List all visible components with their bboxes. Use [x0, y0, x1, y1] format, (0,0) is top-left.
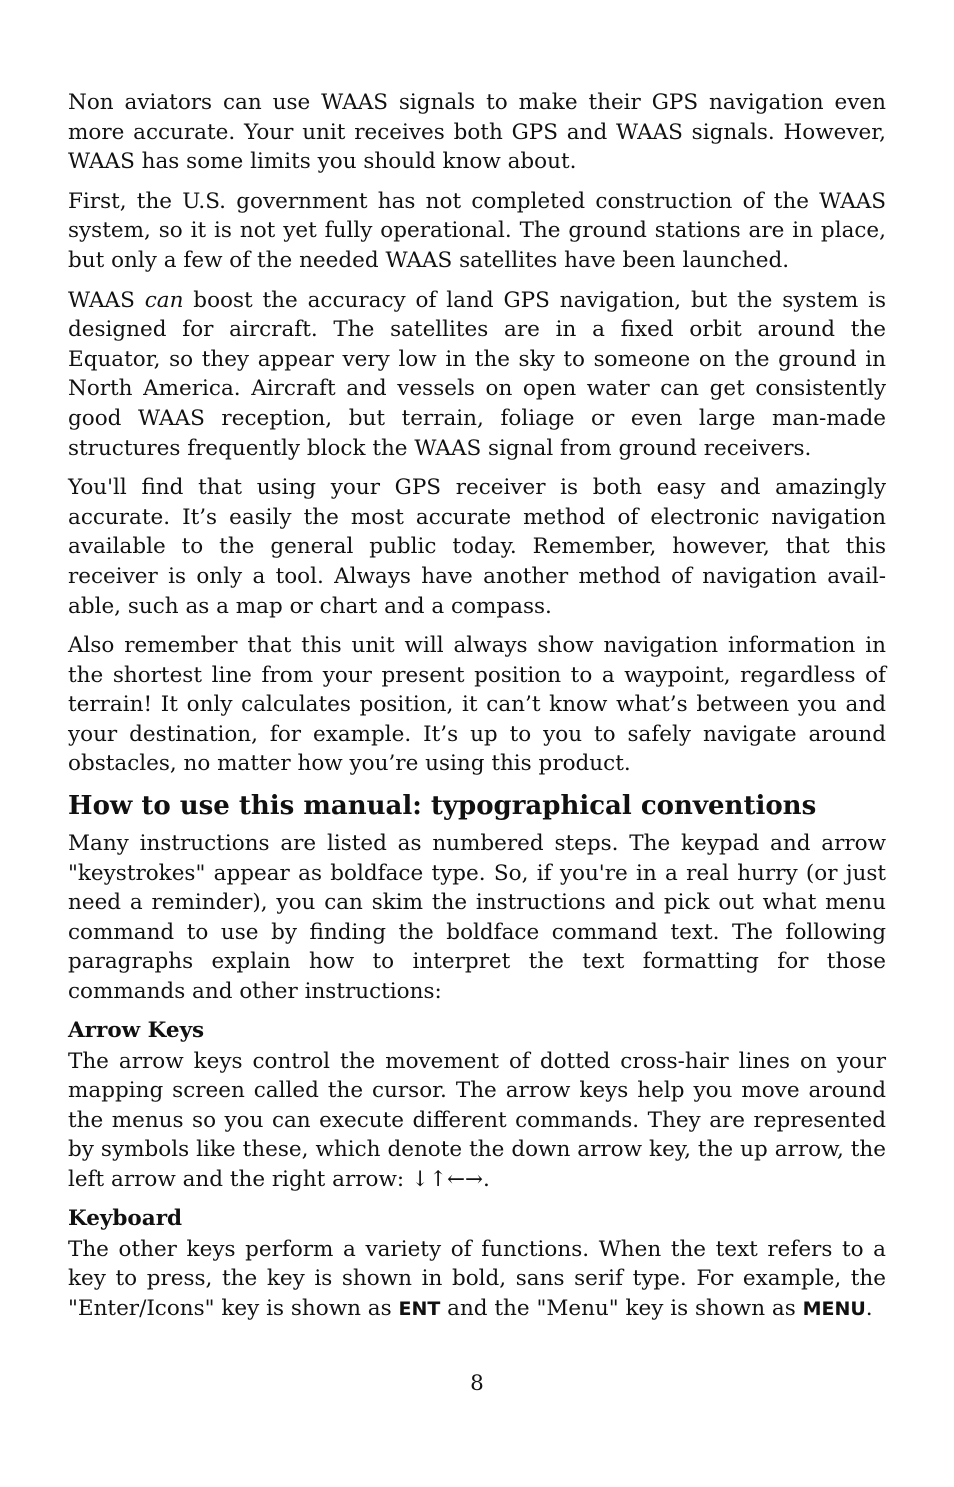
section-heading-typographical-conventions: How to use this manual: typographical conventions	[68, 791, 817, 822]
page-number: 8	[470, 1371, 484, 1396]
paragraph-conventions-intro: Many instructions are listed as numbered steps. The keypad and arrow "keystrokes" appear as boldface type. So, if you're in a real hurry (or just need a reminder), you can skim the instructions and pick out what menu command to use by finding the boldface command text. The following paragraphs explain how to interpret the text formatting for those commands and other instructions:	[68, 831, 886, 1005]
subheading-keyboard: Keyboard	[68, 1205, 183, 1231]
ent-key-label: ENT	[398, 1297, 441, 1320]
paragraph-text: WAAS	[68, 287, 145, 313]
paragraph-text: .	[483, 1167, 490, 1192]
paragraph-text: The other keys perform a variety of functions. When the text refers to a key to press, the key is shown in bold, sans serif type. For example, the "Enter/Icons" key is shown as	[68, 1236, 886, 1321]
menu-key-label: MENU	[802, 1297, 866, 1320]
paragraph-waas-construction: First, the U.S. government has not completed construction of the WAAS system, so it is not yet fully operational. The ground stations are in place, but only a few of the needed WAAS satellites have been launched.	[68, 188, 886, 273]
paragraph-waas-non-aviators: Non aviators can use WAAS signals to make their GPS navigation even more accurate. Your unit receives both GPS and WAAS signals. However, WAAS has some limits you should know about.	[68, 90, 886, 175]
subheading-arrow-keys: Arrow Keys	[68, 1017, 205, 1043]
paragraph-arrow-keys	[68, 1047, 886, 1195]
paragraph-gps-accuracy: You'll find that using your GPS receiver is both easy and amazingly accurate. It’s easily the most accurate method of electronic navigation available to the general public today. Remember, however, that this receiver is only a tool. Always have another method of navigation available, such as a map or chart and a compass.	[68, 475, 886, 619]
paragraph-text: boost the accuracy of land GPS navigation, but the system is designed for aircraft. The satellites are in a fixed orbit around the Equator, so they appear very low in the sky to someone on the ground in North America. Aircraft and vessels on open water can get consistently good WAAS reception, but terrain, foliage or even large man-made structures frequently block the WAAS signal from ground receivers.	[68, 287, 886, 461]
paragraph-keyboard	[68, 1235, 886, 1325]
arrow-symbols-icon: ↓↑←→	[410, 1167, 483, 1192]
paragraph-text: .	[865, 1295, 873, 1321]
paragraph-waas-accuracy	[68, 286, 886, 464]
manual-page	[68, 88, 886, 1334]
paragraph-text: and the "Menu" key is shown as	[440, 1295, 803, 1321]
paragraph-text: The arrow keys control the movement of dotted cross-hair lines on your mapping screen called the cursor. The arrow keys help you move around the menus so you can execute different commands. They are represented by symbols like these, which denote the down arrow key, the up arrow, the left arrow and the right arrow:	[68, 1048, 886, 1192]
paragraph-shortest-line: Also remember that this unit will always show navigation information in the shortest line from your present position to a waypoint, regardless of terrain! It only calculates position, it can’t know what’s between you and your destination, for example. It’s up to you to safely navigate around obstacles, no matter how you’re using this product.	[68, 633, 886, 777]
emphasis-can: can	[144, 287, 184, 313]
